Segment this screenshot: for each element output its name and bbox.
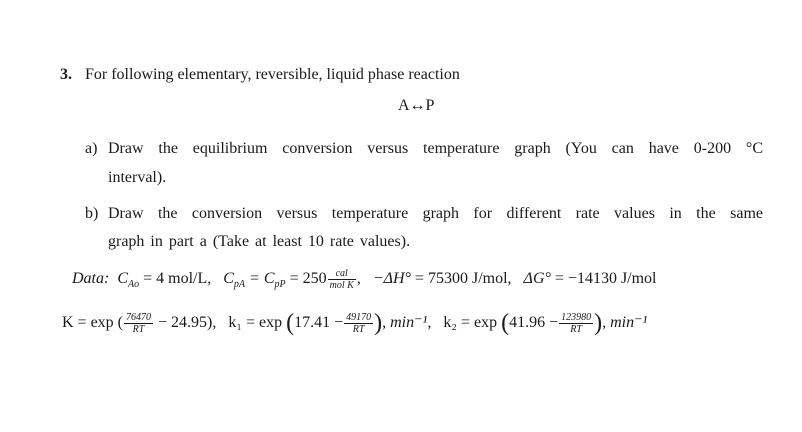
part-b-label: b): [85, 205, 99, 222]
question-text: For following elementary, reversible, liquid phase reaction: [85, 66, 460, 83]
K-fraction: $\frac{76470}{RT}$: [126, 312, 152, 335]
data-label: Data:: [72, 270, 110, 288]
reaction-equation: A↔P: [398, 97, 435, 114]
dh-value: = 75300 J/mol,: [414, 270, 512, 288]
k1-fraction: $\frac{49170}{RT}$: [346, 312, 372, 335]
part-a-label: a): [85, 140, 98, 157]
K-rest: − 24.95),: [158, 314, 217, 332]
k2-fraction: $\frac{123980}{RT}$: [561, 312, 592, 335]
dg-value: = −14130 J/mol: [554, 270, 657, 288]
part-a-line1: Draw the equilibrium conversion versus temperature graph (You can have 0-200 °C: [108, 140, 763, 157]
part-a-line2: interval).: [108, 169, 167, 186]
part-b-line2: graph in part a (Take at least 10 rate values).: [108, 233, 411, 250]
cp-unit-fraction: $\frac{\text{cal}}{\text{mol K}}$: [329, 268, 354, 291]
data-line: Data: $C_{Ao} = 4$ mol/L, $C_{pA} = C_{pP} = 250$ $\frac{\text{cal}}{\text{mol K}}$ , −ΔH° = 75300 J/mol, ΔG° = −14130 J/mol: [72, 268, 657, 291]
k2-unit: , min⁻¹: [602, 314, 648, 332]
k2-const: 41.96 −: [509, 314, 559, 332]
ca0-value: = 4 mol/L,: [143, 270, 212, 288]
cp-value: = 250: [289, 270, 327, 288]
rate-constants-line: K = exp ( $\frac{76470}{RT}$ − 24.95), k₁ = exp (17.41 − $\frac{49170}{RT}$ ), min⁻¹, k₂ = exp (41.96 − $\frac{123980}{RT}$ ), min⁻¹: [62, 310, 648, 336]
question-number: 3.: [60, 66, 72, 83]
k1-unit: , min⁻¹,: [382, 314, 432, 332]
K-lhs: K = exp (: [62, 314, 124, 332]
k2-lhs: k₂ = exp: [443, 314, 498, 332]
k1-const: 17.41 −: [294, 314, 344, 332]
part-b-line1: Draw the conversion versus temperature graph for different rate values in the same: [108, 205, 763, 222]
k1-lhs: k₁ = exp: [228, 314, 283, 332]
